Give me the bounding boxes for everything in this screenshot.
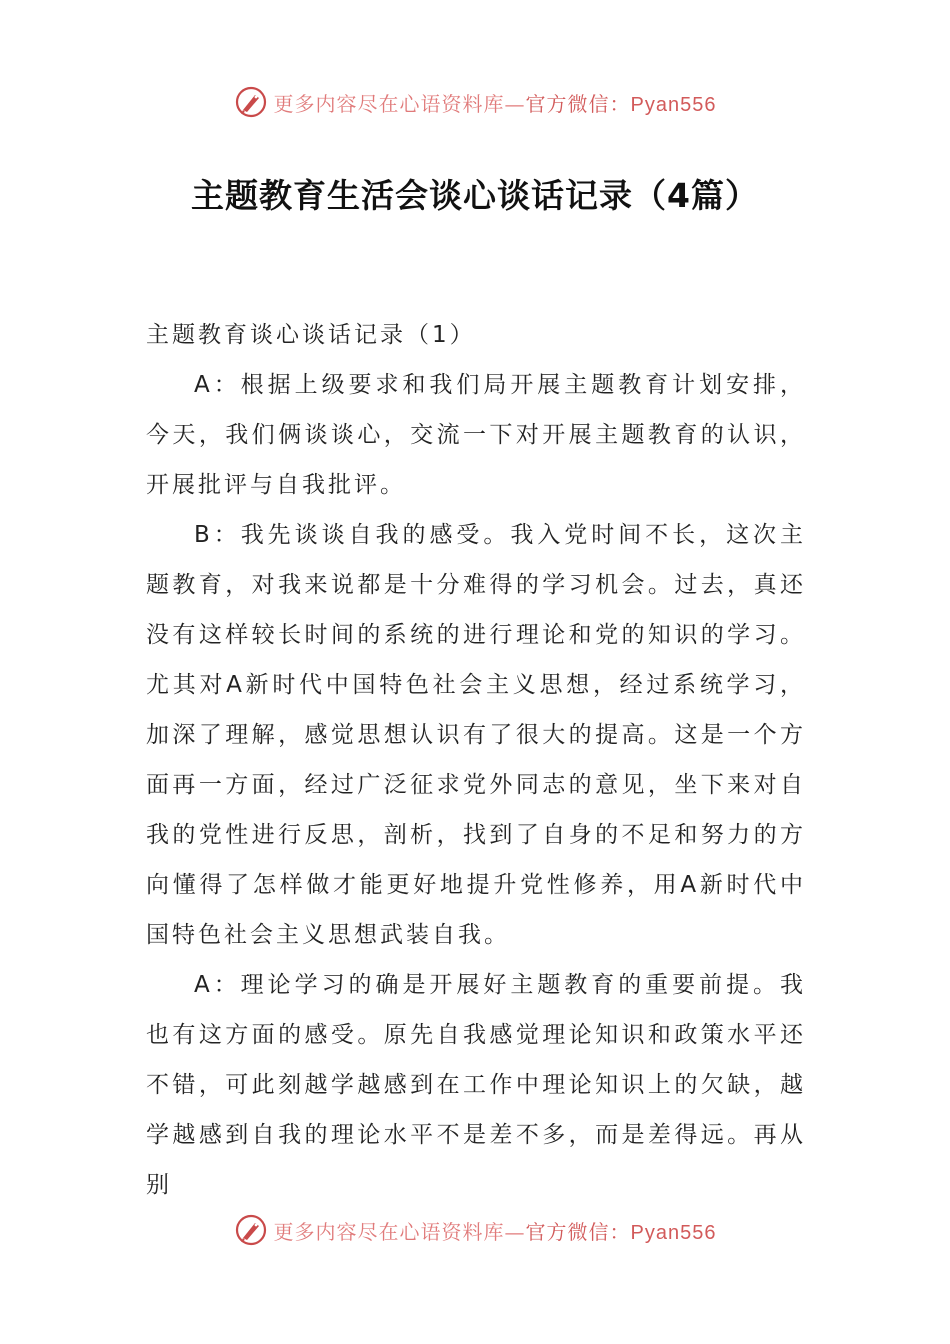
document-title: 主题教育生活会谈心谈话记录（4篇） (191, 176, 759, 215)
document-body (146, 310, 806, 1210)
footer-banner (0, 1210, 950, 1250)
paragraph-1: A：根据上级要求和我们局开展主题教育计划安排，今天，我们俩谈谈心，交流一下对开展主题教育的认识，开展批评与自我批评。 (146, 372, 806, 498)
section-subtitle: 主题教育谈心谈话记录（1） (146, 322, 476, 348)
banner-library-text: 更多内容尽在心语资料库 (273, 1219, 505, 1244)
banner-text (274, 88, 717, 117)
banner-handle: Pyan556 (630, 1221, 717, 1244)
banner-wechat-label: 官方微信： (525, 91, 631, 116)
header-banner (0, 82, 950, 122)
paragraph-2: B：我先谈谈自我的感受。我入党时间不长，这次主题教育，对我来说都是十分难得的学习机会。过去，真还没有这样较长时间的系统的进行理论和党的知识的学习。尤其对A新时代中国特色社会主义思想，经过系统学习，加深了理解，感觉思想认识有了很大的提高。这是一个方面再一方面，经过广泛征求党外同志的意见，坐下来对自我的党性进行反思，剖析，找到了自身的不足和努力的方向懂得了怎样做才能更好地提升党性修养，用A新时代中国特色社会主义思想武装自我。 (146, 522, 806, 948)
banner-handle: Pyan556 (630, 93, 717, 116)
pen-nib-logo-icon (234, 85, 268, 119)
banner-wechat-label: 官方微信： (525, 1219, 631, 1244)
paragraph-3: A：理论学习的确是开展好主题教育的重要前提。我也有这方面的感受。原先自我感觉理论知识和政策水平还不错，可此刻越学越感到在工作中理论知识上的欠缺，越学越感到自我的理论水平不是差不多，而是差得远。再从别 (146, 972, 806, 1198)
pen-nib-logo-icon (234, 1213, 268, 1247)
banner-library-text: 更多内容尽在心语资料库 (273, 91, 505, 116)
banner-dash: — (504, 1219, 526, 1244)
banner-text (274, 1216, 717, 1245)
banner-dash: — (504, 91, 526, 116)
